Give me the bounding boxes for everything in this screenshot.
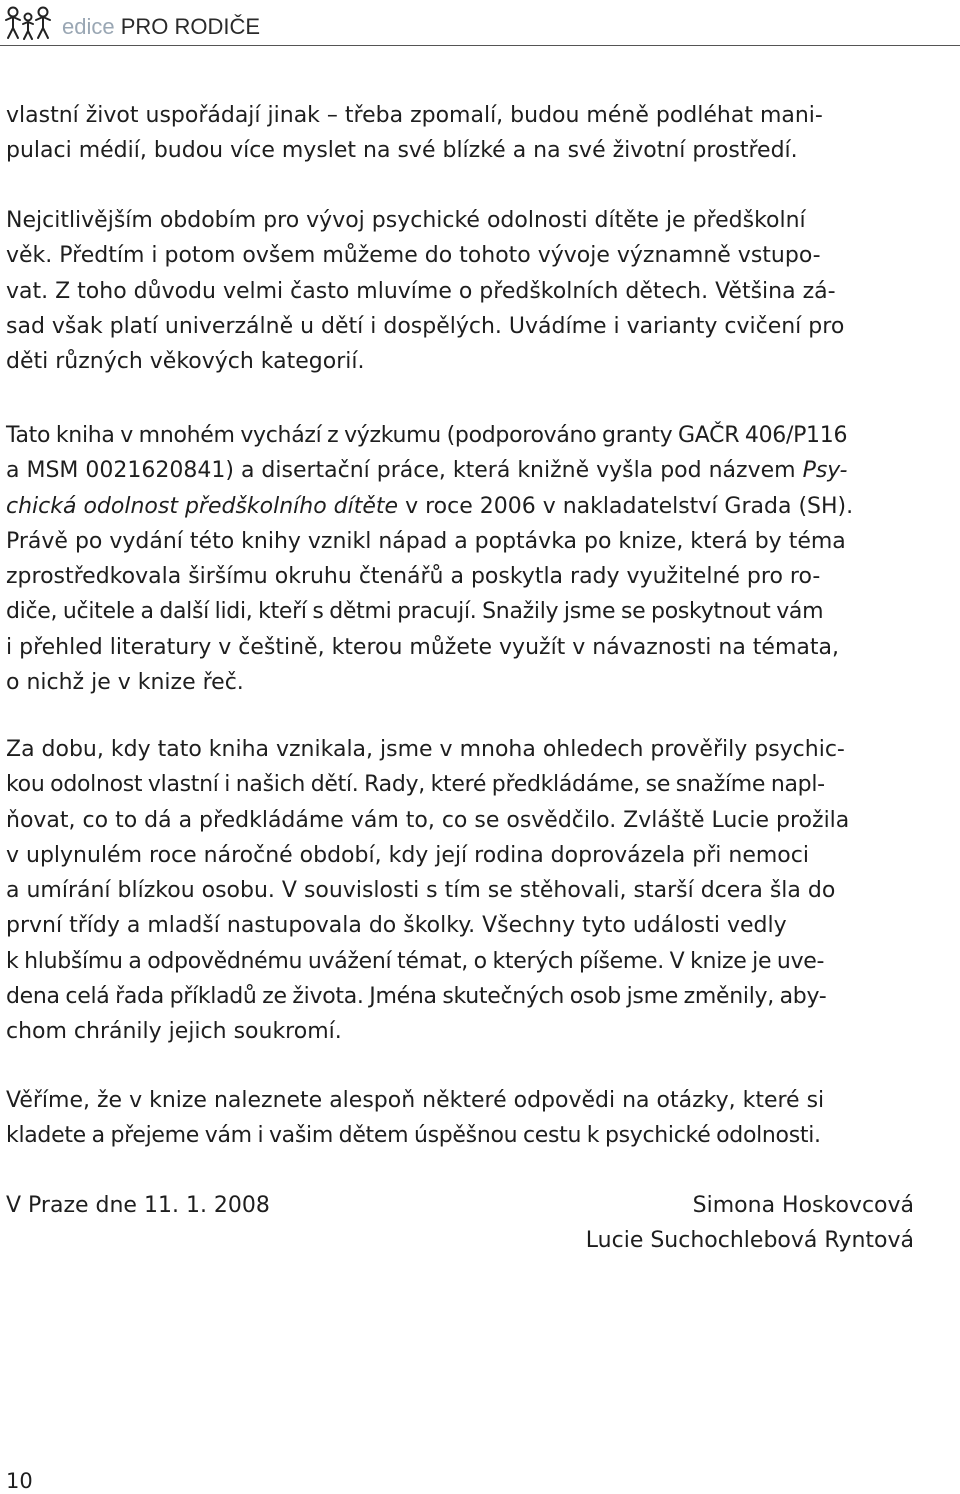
text-line: pulaci médií, budou více myslet na své blízké a na své životní prostředí. <box>6 138 798 164</box>
text-line: Tato kniha v mnohém vychází z výzkumu (podporováno granty GAČR 406/P116 <box>6 423 848 448</box>
text-line: kou odolnost vlastní i našich dětí. Rady, které předkládáme, se snažíme napl- <box>6 772 825 798</box>
text-line: Nejcitlivějším obdobím pro vývoj psychické odolnosti dítěte je předškolní <box>6 208 806 233</box>
paragraph-1 <box>6 98 914 169</box>
paragraph-line <box>6 1083 914 1154</box>
book-title-italic: Psy- <box>802 458 848 484</box>
text-line: děti různých věkových kategorií. <box>6 349 365 375</box>
signature-authors <box>586 1188 914 1259</box>
text-line: ňovat, co to dá a předkládáme vám to, co se osvědčilo. Zvláště Lucie prožila <box>6 807 850 833</box>
family-logo-icon <box>4 6 52 40</box>
paragraph-2 <box>6 203 914 379</box>
text-line: vlastní život uspořádají jinak – třeba zpomalí, budou méně podléhat mani- <box>6 103 823 128</box>
series-prefix: edice <box>62 14 121 39</box>
signature-date: V Praze dne 11. 1. 2008 <box>6 1193 270 1218</box>
paragraph-line <box>6 203 914 379</box>
text-line: i přehled literatury v češtině, kterou můžete využít v návaznosti na témata, <box>6 634 839 660</box>
text-line: Právě po vydání této knihy vznikl nápad a poptávka po knize, která by téma <box>6 528 846 554</box>
text-line: a umírání blízkou osobu. V souvislosti s tím se stěhovali, starší dcera šla do <box>6 878 836 904</box>
paragraph-line <box>6 418 914 700</box>
text-line: sad však platí univerzálně u dětí i dospělých. Uvádíme i varianty cvičení pro <box>6 313 845 339</box>
text-line: věk. Předtím i potom ovšem můžeme do tohoto vývoje významně vstupo- <box>6 243 821 269</box>
text-line: první třídy a mladší nastupovala do školky. Všechny tyto události vedly <box>6 913 787 939</box>
text-line: Za dobu, kdy tato kniha vznikala, jsme v mnoha ohledech prověřily psychic- <box>6 737 845 762</box>
paragraph-4 <box>6 732 914 1050</box>
text-line: vat. Z toho důvodu velmi často mluvíme o předškolních dětech. Většina zá- <box>6 278 836 304</box>
paragraph-5 <box>6 1083 914 1154</box>
text-line: dena celá řada příkladů ze života. Jména skutečných osob jsme změnily, aby- <box>6 984 827 1010</box>
text-line: Věříme, že v knize naleznete alespoň některé odpovědi na otázky, které si <box>6 1088 825 1113</box>
author-name: Lucie Suchochlebová Ryntová <box>585 1228 914 1254</box>
series-title <box>62 13 260 41</box>
text-line: a MSM 0021620841) a disertační práce, která knižně vyšla pod názvem <box>6 458 803 484</box>
text-line: diče, učitele a další lidi, kteří s dětmi pracují. Snažily jsme se poskytnout vám <box>6 599 824 625</box>
text-line: o nichž je v knize řeč. <box>6 670 244 696</box>
text-line: v uplynulém roce náročné období, kdy její rodina doprovázela při nemoci <box>6 842 809 868</box>
author-name: Simona Hoskovcová <box>692 1193 914 1218</box>
paragraph-line <box>6 98 914 169</box>
book-title-italic: chická odolnost předškolního dítěte <box>6 493 399 519</box>
header-rule <box>0 45 960 46</box>
text-line: zprostředkovala širšímu okruhu čtenářů a poskytla rady využitelné pro ro- <box>6 564 821 590</box>
text-line: kladete a přejeme vám i vašim dětem úspěšnou cestu k psychické odolnosti. <box>6 1123 821 1149</box>
text-line: v roce 2006 v nakladatelství Grada (SH). <box>398 493 854 519</box>
series-name: PRO RODIČE <box>120 14 261 39</box>
page-number: 10 <box>6 1469 33 1493</box>
paragraph-3 <box>6 418 914 700</box>
text-line: chom chránily jejich soukromí. <box>6 1019 342 1045</box>
running-header <box>0 0 960 48</box>
text-line: k hlubšímu a odpovědnému uvážení témat, o kterých píšeme. V knize je uve- <box>6 948 825 974</box>
paragraph-line <box>6 732 914 1050</box>
